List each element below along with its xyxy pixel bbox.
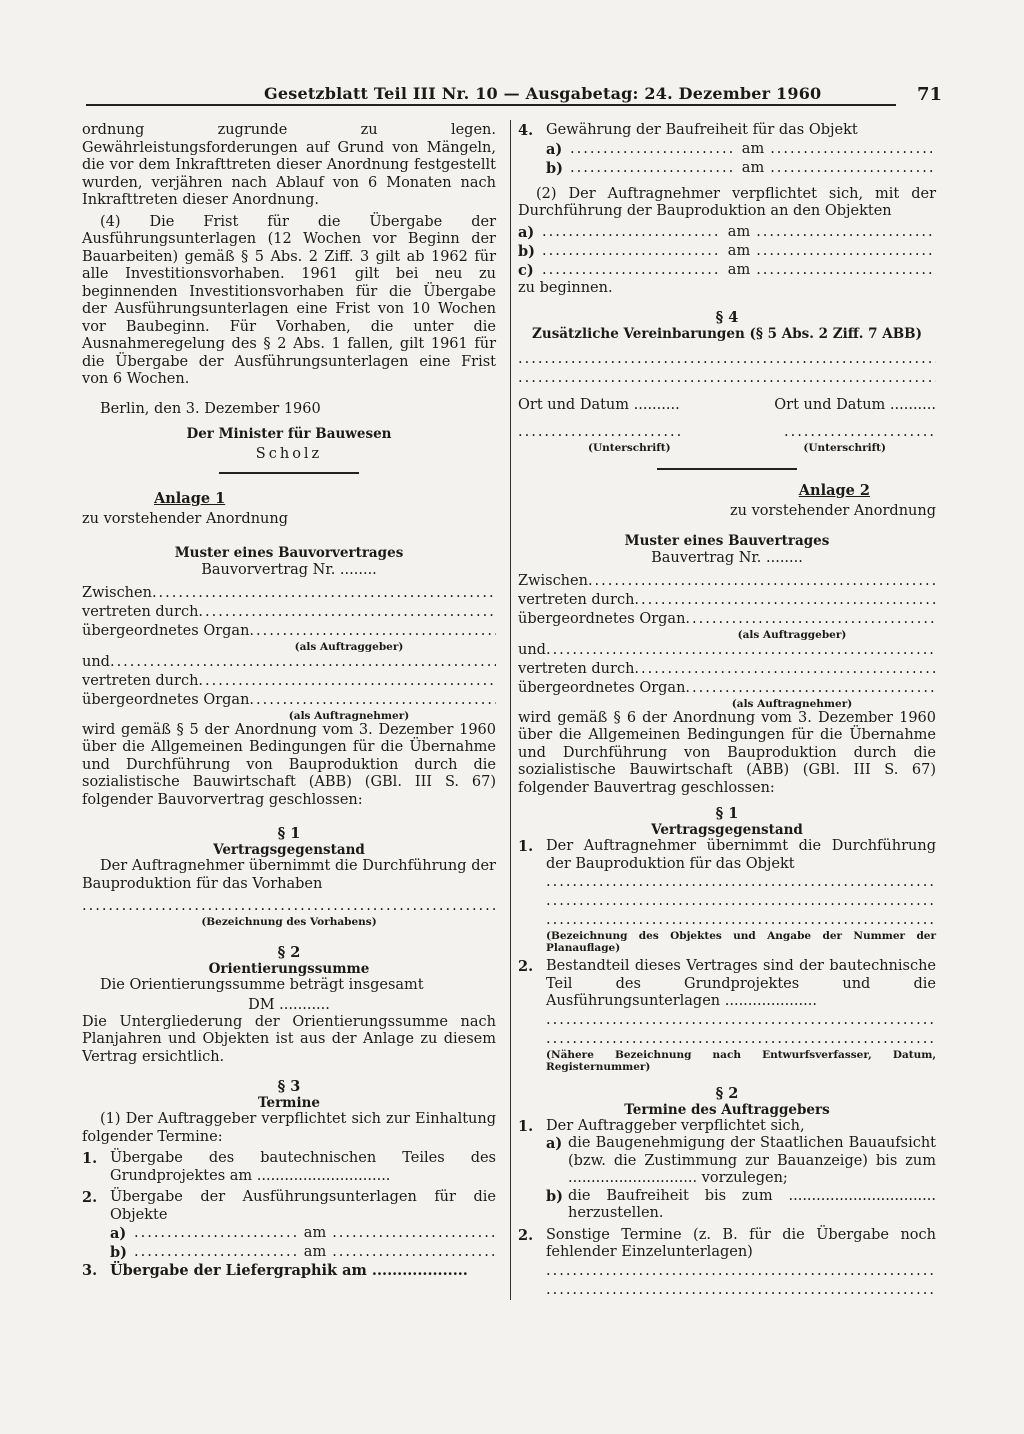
signature-place-row (518, 396, 936, 415)
signature-caption-row (518, 442, 936, 454)
r-section-1-item-2 (518, 958, 936, 1011)
r-section-2-title: Termine des Auftraggebers (624, 1101, 830, 1118)
field-vertreten-2 (82, 672, 496, 691)
item-number: 3. (82, 1262, 98, 1279)
fill-line (518, 911, 936, 930)
item-4-sub-b (518, 159, 936, 178)
fill-line (518, 350, 936, 369)
field-organ-2 (82, 691, 496, 710)
sub-letter: c) (518, 261, 534, 279)
section-1-note: (Bezeichnung des Vorhabens) (201, 916, 377, 928)
section-1-number: § 1 (277, 825, 301, 842)
section-3-sub-a (82, 1224, 496, 1243)
fill-line (542, 223, 722, 242)
fill-line (134, 1243, 298, 1262)
sub-end: herzustellen. (568, 1205, 664, 1221)
anlage-1-label: Anlage 1 (154, 490, 226, 507)
fill-line (542, 261, 722, 280)
r-section-1-number: § 1 (715, 805, 739, 822)
sub-letter: b) (546, 1187, 563, 1205)
place-date: Berlin, den 3. Dezember 1960 (100, 400, 321, 417)
item-text: Der Auftraggeber verpflichtet sich, (546, 1117, 805, 1134)
sub-letter: a) (546, 140, 563, 158)
section-3-text: (1) Der Auftraggeber verpflichtet sich zur Einhaltung folgender Termine: (82, 1111, 496, 1145)
fill-line (152, 584, 496, 603)
section-2-text: Die Orientierungssumme beträgt insgesamt (100, 977, 424, 993)
anlage-2-heading (518, 482, 936, 499)
sub-end: vorzulegen; (701, 1170, 788, 1186)
r-section-1-item-1 (518, 838, 936, 873)
right-column (518, 122, 936, 1300)
item-4-sub-a (518, 140, 936, 159)
sub-letter: b) (110, 1244, 127, 1261)
item-number: 4. (518, 122, 534, 139)
paragraph-continuation: ordnung zugrunde zu legen. Gewährleistungsforderungen auf Grund von Mängeln, die vor dem Inkrafttreten dieser Anordnung festgestellt wurden, verjähren nach Ablauf von 6 Monaten nach Inkrafttreten dieser Anordnung. (82, 122, 496, 208)
field-vertreten-3 (518, 591, 936, 610)
page-number: 71 (916, 84, 942, 105)
begin-sub-a (518, 223, 936, 242)
field-zwischen (82, 584, 496, 603)
signature-line-right: ....................... (783, 424, 936, 440)
begin-sub-b (518, 242, 936, 261)
item-label: Übergabe des bautechnischen Teiles des Grundprojektes am (110, 1150, 496, 1184)
fill-line (249, 691, 496, 710)
item-text: Sonstige Termine (z. B. für die Übergabe noch fehlender Einzelunterlagen) (546, 1226, 936, 1260)
section-3-item-4 (518, 122, 936, 140)
am-label: am (303, 1225, 327, 1241)
field-und-2 (518, 641, 936, 660)
section-3-number: § 3 (277, 1078, 301, 1095)
field-label: Zwischen (82, 584, 152, 601)
page-header-title: Gesetzblatt Teil III Nr. 10 — Ausgabetag: 24. Dezember 1960 (264, 84, 822, 103)
section-2-number: § 2 (277, 944, 301, 961)
fill-line (634, 591, 936, 610)
begin-sub-c (518, 261, 936, 280)
field-zwischen-2 (518, 572, 936, 591)
field-label: vertreten durch (82, 672, 199, 689)
r-section-1-note-1: (Bezeichnung des Objektes und Angabe der Nummer der Planauflage) (546, 930, 936, 954)
fill-line (685, 679, 936, 698)
begin-text: zu beginnen. (518, 279, 613, 296)
place-date-label: Ort und Datum (774, 397, 886, 413)
column-divider (510, 120, 511, 1300)
signature-rule (219, 472, 359, 474)
fill-line (134, 1224, 298, 1243)
fill-line (546, 641, 936, 660)
fill-line (518, 1281, 936, 1300)
item-text: Gewährung der Baufreiheit für das Objekt (546, 122, 858, 138)
r-section-1-note-2: (Nähere Bezeichnung nach Entwurfsverfasser, Datum, Registernummer) (546, 1048, 936, 1073)
r-section-2-item-1 (518, 1118, 936, 1136)
muster-title-2: Muster eines Bauvertrages (624, 532, 830, 549)
am-label: am (727, 223, 751, 240)
section-3-item-3 (82, 1262, 496, 1280)
paragraph-2: (2) Der Auftragnehmer verpflichtet sich, mit der Durchführung der Bauproduktion an den Objekten (518, 185, 936, 219)
contract-preamble: wird gemäß § 5 der Anordnung vom 3. Dezember 1960 über die Allgemeinen Bedingungen für die Übernahme und Durchführung von Bauproduktion durch die sozialistische Bauwirtschaft (ABB) (GBl. III S. 67) folgender Bauvorvertrag geschlossen: (82, 721, 496, 808)
role-note-ag: (als Auftraggeber) (294, 640, 404, 653)
section-2-dm: DM ........... (248, 996, 330, 1013)
paragraph-4: (4) Die Frist für die Übergabe der Ausführungsunterlagen (12 Wochen vor Beginn der Bauarbeiten) gemäß § 5 Abs. 2 Ziff. 3 gilt ab 1962 für alle Investitionsvorhaben. 1961 gilt bei neu zu beginnenden Investitionsvorhaben für die Übergabe der Ausführungsunterlagen eine Frist von 10 Wochen vor Baubeginn. Für Vorhaben, die unter die Ausnahmeregelung des § 2 Abs. 1 fallen, gilt 1961 für die Übergabe der Ausführungsunterlagen eine Frist von 6 Wochen. (82, 213, 496, 387)
section-3-item-1 (82, 1150, 496, 1185)
sub-label: die Baugenehmigung der Staatlichen Bauaufsicht (bzw. die Zustimmung zur Bauanzeige) bis zum (568, 1135, 936, 1169)
sub-letter: a) (546, 1135, 563, 1152)
am-label: am (741, 159, 765, 176)
role-note-an-2: (als Auftragnehmer) (731, 697, 853, 710)
fill-line (518, 1011, 936, 1030)
item-text: Übergabe des bautechnischen Teiles des Grundprojektes am ............................. (110, 1150, 496, 1184)
sub-letter: a) (110, 1225, 127, 1242)
field-vertreten-4 (518, 660, 936, 679)
fill-line (634, 660, 936, 679)
am-label: am (727, 242, 751, 259)
item-number: 1. (82, 1150, 98, 1167)
fill-line (685, 610, 936, 629)
item-number: 2. (518, 958, 534, 975)
fill-line (198, 603, 496, 622)
section-3-sub-b (82, 1243, 496, 1262)
item-number: 2. (82, 1189, 98, 1206)
role-note-an: (als Auftragnehmer) (288, 709, 410, 722)
field-label: vertreten durch (82, 603, 199, 620)
left-column (82, 122, 496, 1280)
field-und (82, 653, 496, 672)
fill-line (332, 1243, 496, 1262)
field-label: vertreten durch (518, 591, 635, 608)
field-label: übergeordnetes Organ (518, 679, 686, 696)
fill-line (770, 140, 936, 159)
minister-name: Scholz (255, 446, 323, 462)
sub-label: die Baufreiheit bis zum (568, 1187, 773, 1204)
section-rule (657, 468, 797, 470)
section-1-title: Vertragsgegenstand (213, 842, 365, 858)
muster-title: Muster eines Bauvorvertrages (174, 544, 404, 561)
am-label: am (303, 1244, 327, 1260)
r-section-2-item-2 (518, 1227, 936, 1262)
field-label: übergeordnetes Organ (518, 610, 686, 627)
fill-line (518, 1030, 936, 1049)
anlage-1-subtitle: zu vorstehender Anordnung (82, 511, 289, 527)
field-organ-4 (518, 679, 936, 698)
fill-line (588, 572, 936, 591)
am-label: am (727, 261, 751, 278)
anlage-2-subtitle: zu vorstehender Anordnung (729, 503, 936, 519)
fill-line (110, 653, 496, 672)
section-3-item-2 (82, 1189, 496, 1224)
sub-text: die Baufreiheit bis zum ................................ herzustellen. (568, 1187, 936, 1221)
sub-letter: a) (518, 223, 535, 241)
field-label: Zwischen (518, 572, 588, 589)
field-label: übergeordnetes Organ (82, 622, 250, 639)
fill-line (770, 159, 936, 178)
am-label: am (741, 140, 765, 157)
sub-text: die Baugenehmigung der Staatlichen Bauaufsicht (bzw. die Zustimmung zur Bauanzeige) bis zum ............................ vorzulegen; (568, 1135, 936, 1186)
fill-line (518, 873, 936, 892)
fill-line (542, 242, 722, 261)
anlage-1-heading (82, 490, 496, 507)
place-date-label: Ort und Datum (518, 397, 630, 413)
r-section-2-sub-a (518, 1135, 936, 1188)
fill-line (82, 897, 496, 916)
fill-line (756, 242, 936, 261)
minister-title: Der Minister für Bauwesen (186, 426, 392, 442)
section-4-title: Zusätzliche Vereinbarungen (§ 5 Abs. 2 Ziff. 7 ABB) (532, 326, 922, 342)
field-label: vertreten durch (518, 660, 635, 677)
fill-line (756, 223, 936, 242)
fill-line (518, 1262, 936, 1281)
field-label: und (82, 653, 110, 670)
item-number: 2. (518, 1226, 534, 1244)
signature-caption-left: (Unterschrift) (588, 442, 671, 454)
fill-line (570, 140, 736, 159)
field-vertreten (82, 603, 496, 622)
fill-line (332, 1224, 496, 1243)
item-text: Übergabe der Ausführungsunterlagen für die Objekte (110, 1189, 496, 1223)
place-date-right: Ort und Datum .......... (774, 397, 936, 413)
fill-line (756, 261, 936, 280)
field-organ (82, 622, 496, 641)
contract-number: Bauvorvertrag Nr. ........ (201, 561, 377, 578)
signature-caption-right: (Unterschrift) (803, 442, 886, 454)
field-organ-3 (518, 610, 936, 629)
anlage-2-label: Anlage 2 (798, 482, 870, 499)
fill-line (518, 369, 936, 388)
header-rule (86, 104, 896, 106)
sub-letter: b) (546, 159, 563, 177)
section-2-title: Orientierungssumme (208, 961, 370, 977)
field-label: und (518, 641, 546, 658)
contract-preamble-2: wird gemäß § 6 der Anordnung vom 3. Dezember 1960 über die Allgemeinen Bedingungen für die Übernahme und Durchführung von Bauproduktion durch die sozialistische Bauwirtschaft (ABB) (GBl. III S. 67) folgender Bauvertrag geschlossen: (518, 709, 936, 796)
signature-dots-row (518, 423, 936, 442)
section-3-title: Termine (257, 1095, 320, 1111)
field-label: übergeordnetes Organ (82, 691, 250, 708)
section-4-number: § 4 (715, 309, 739, 326)
fill-line (249, 622, 496, 641)
item-number: 1. (518, 1117, 534, 1135)
sub-letter: b) (518, 242, 535, 260)
r-section-2-number: § 2 (715, 1084, 739, 1102)
item-text: Übergabe der Liefergraphik am ................... (110, 1262, 468, 1279)
role-note-ag-2: (als Auftraggeber) (737, 628, 847, 641)
r-section-2-sub-b (518, 1188, 936, 1223)
fill-line (518, 892, 936, 911)
signature-line-left: ......................... (518, 424, 684, 440)
fill-line (198, 672, 496, 691)
section-1-text: Der Auftragnehmer übernimmt die Durchführung der Bauproduktion für das Vorhaben (82, 858, 496, 892)
item-number: 1. (518, 838, 534, 855)
r-section-1-title: Vertragsgegenstand (651, 822, 803, 838)
contract-number-2: Bauvertrag Nr. ........ (651, 549, 803, 566)
item-label: Bestandteil dieses Vertrages sind der bautechnische Teil des Grundprojektes und die Ausführungsunterlagen (546, 958, 936, 1009)
item-text: Bestandteil dieses Vertrages sind der bautechnische Teil des Grundprojektes und die Ausführungsunterlagen .................... (546, 958, 936, 1009)
item-text: Der Auftragnehmer übernimmt die Durchführung der Bauproduktion für das Objekt (546, 838, 936, 872)
fill-line (570, 159, 736, 178)
place-date-left: Ort und Datum .......... (518, 397, 680, 413)
item-label: Übergabe der Liefergraphik am (110, 1262, 367, 1279)
section-2-text-2: Die Untergliederung der Orientierungssumme nach Planjahren und Objekten ist aus der Anlage zu diesem Vertrag ersichtlich. (82, 1013, 496, 1065)
